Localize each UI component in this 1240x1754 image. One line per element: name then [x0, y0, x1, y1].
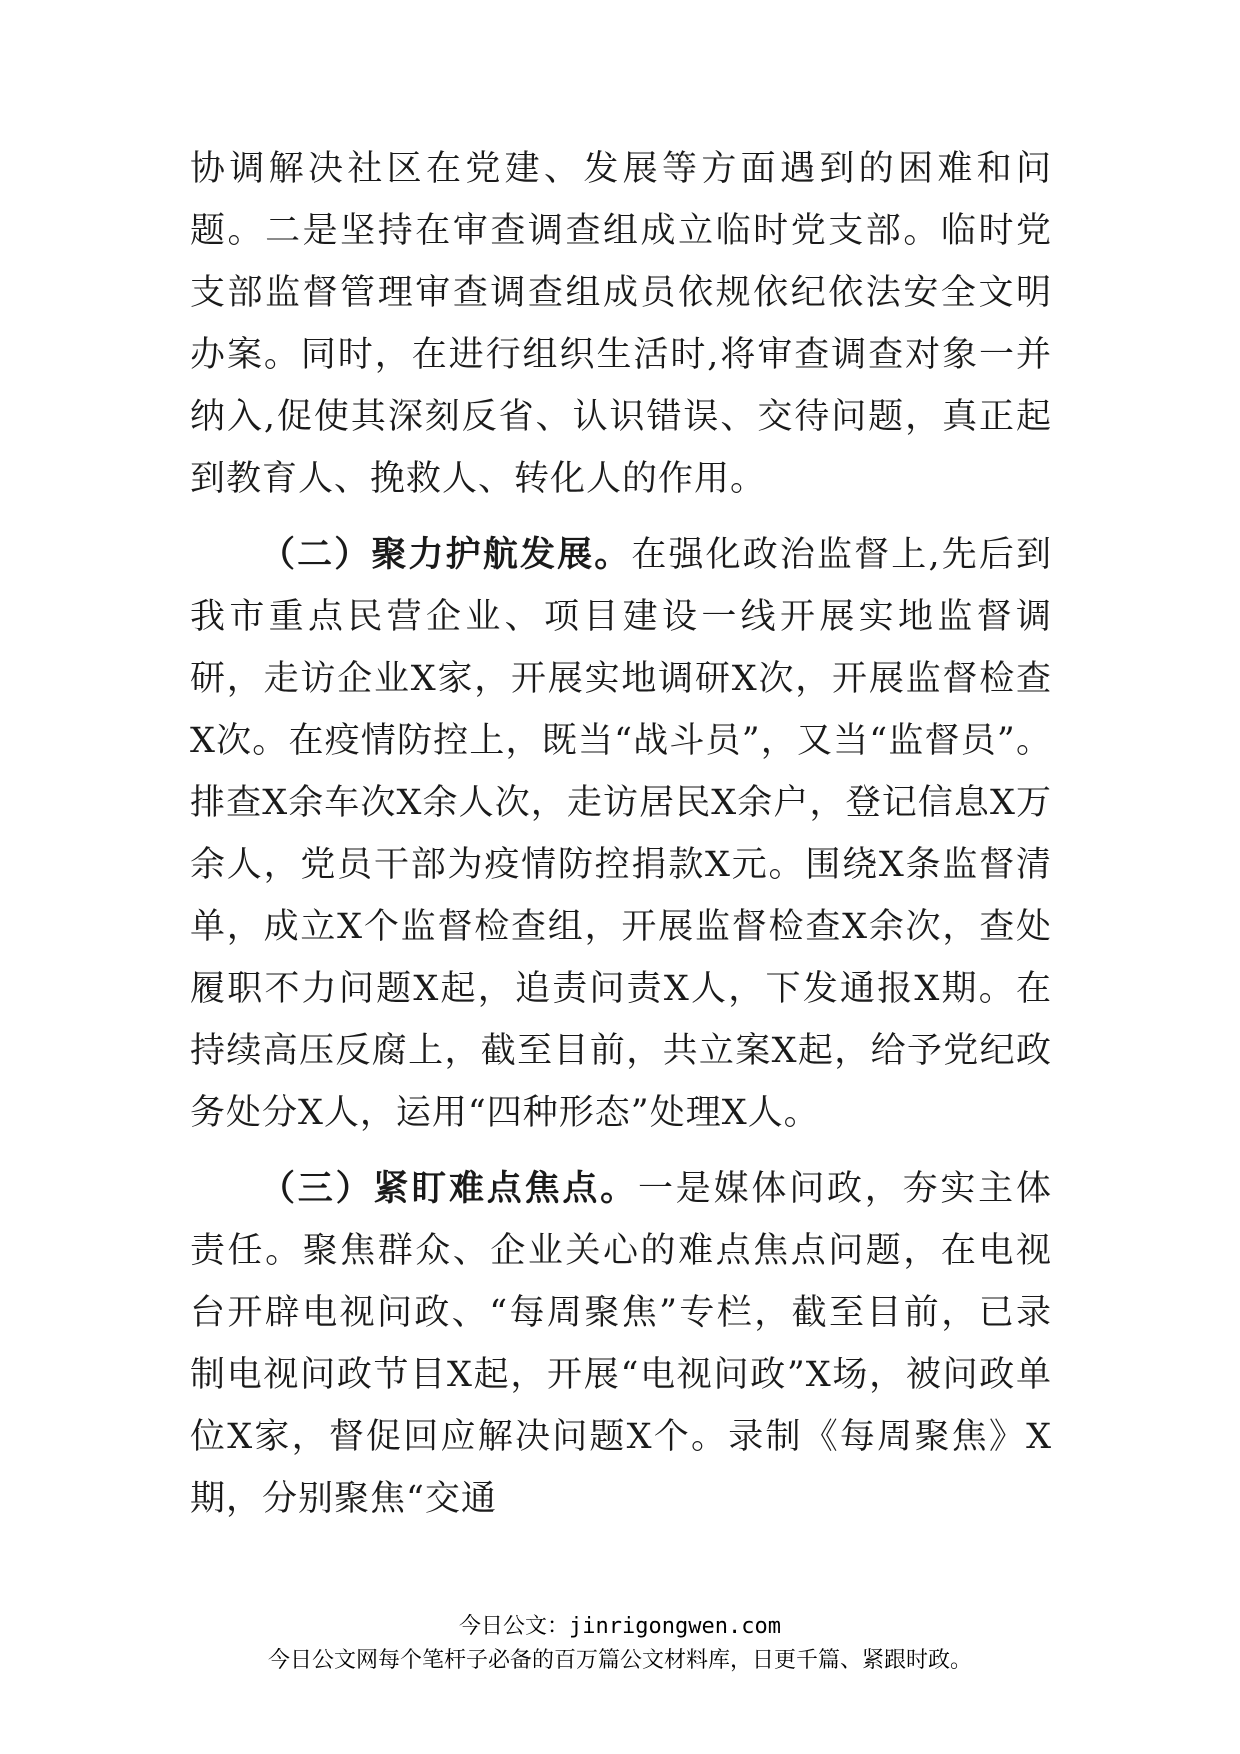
paragraph-text: 在强化政治监督上,先后到我市重点民营企业、项目建设一线开展实地监督调研，走访企业X家，开展实地调研X次，开展监督检查X次。在疫情防控上，既当“战斗员”，又当“监督员”。排查X余车次X余人次，走访居民X余户，登记信息X万余人，党员干部为疫情防控捐款X元。围绕X条监督清单，成立X个监督检查组，开展监督检查X余次，查处履职不力问题X起，追责问责X人，下发通报X期。在持续高压反腐上，截至目前，共立案X起，给予党纪政务处分X人，运用“四种形态”处理X人。 — [190, 535, 1052, 1133]
footer-site-line — [0, 1612, 1240, 1642]
paragraph-text: 协调解决社区在党建、发展等方面遇到的困难和问题。二是坚持在审查调查组成立临时党支部。临时党支部监督管理审查调查组成员依规依纪依法安全文明办案。同时，在进行组织生活时,将审查调查对象一并纳入,促使其深刻反省、认识错误、交待问题，真正起到教育人、挽救人、转化人的作用。 — [190, 149, 1052, 499]
footer-slogan: 今日公文网每个笔杆子必备的百万篇公文材料库，日更千篇、紧跟时政。 — [267, 1648, 972, 1673]
footer-url-link[interactable]: jinrigongwen.com — [569, 1614, 781, 1639]
paragraph-section-2 — [190, 524, 1052, 1144]
paragraph-section-3 — [190, 1158, 1052, 1530]
footer-label: 今日公文： — [459, 1614, 570, 1639]
section-heading: （二）聚力护航发展。 — [260, 534, 632, 575]
section-heading: （三）紧盯难点焦点。 — [260, 1168, 638, 1209]
paragraph-continuation — [190, 138, 1052, 510]
paragraph-text: 一是媒体问政，夯实主体责任。聚焦群众、企业关心的难点焦点问题，在电视台开辟电视问政、“每周聚焦”专栏，截至目前，已录制电视问政节目X起，开展“电视问政”X场，被问政单位X家，督促回应解决问题X个。录制《每周聚焦》X期，分别聚焦“交通 — [190, 1169, 1052, 1519]
document-body — [190, 138, 1052, 1530]
